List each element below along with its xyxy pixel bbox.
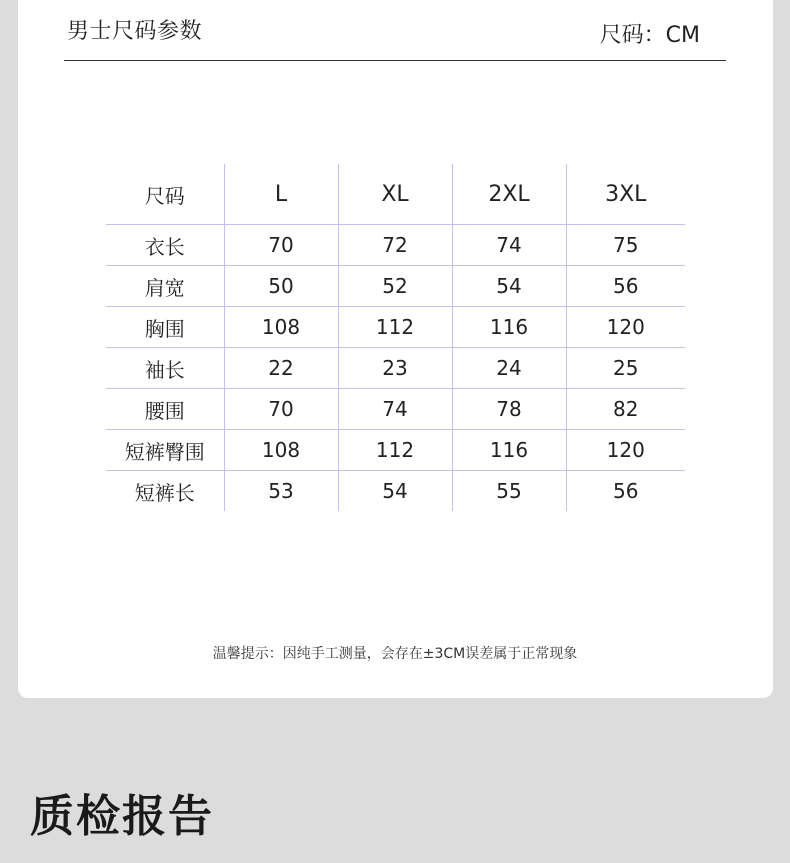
table-cell: 112: [338, 430, 452, 471]
row-label: 肩宽: [106, 266, 224, 307]
row-label: 衣长: [106, 225, 224, 266]
table-cell: 54: [452, 266, 566, 307]
table-row: [106, 348, 685, 389]
table-cell: 112: [338, 307, 452, 348]
column-header: 3XL: [566, 164, 685, 225]
page-title: 男士尺码参数: [67, 19, 203, 44]
row-label: 短裤长: [106, 471, 224, 512]
table-cell: 53: [224, 471, 338, 512]
table-cell: 75: [566, 225, 685, 266]
table-cell: 23: [338, 348, 452, 389]
table-row: [106, 430, 685, 471]
table-cell: 120: [566, 430, 685, 471]
table-cell: 108: [224, 430, 338, 471]
table-cell: 74: [452, 225, 566, 266]
table-cell: 70: [224, 225, 338, 266]
table-cell: 74: [338, 389, 452, 430]
table-cell: 56: [566, 471, 685, 512]
row-label: 袖长: [106, 348, 224, 389]
table-cell: 50: [224, 266, 338, 307]
row-label: 腰围: [106, 389, 224, 430]
column-header: XL: [338, 164, 452, 225]
table-cell: 78: [452, 389, 566, 430]
table-corner-label: 尺码: [144, 183, 185, 208]
column-header: 2XL: [452, 164, 566, 225]
unit-label: 尺码：CM: [599, 23, 700, 48]
table-cell: 82: [566, 389, 685, 430]
table-header-row: [106, 164, 685, 225]
table-cell: 22: [224, 348, 338, 389]
table-cell: 25: [566, 348, 685, 389]
table-row: [106, 225, 685, 266]
table-cell: 108: [224, 307, 338, 348]
table-cell: 52: [338, 266, 452, 307]
table-cell: 24: [452, 348, 566, 389]
column-header: L: [224, 164, 338, 225]
section-title: 质检报告: [30, 791, 214, 842]
table-cell: 116: [452, 430, 566, 471]
measurement-note: 温馨提示：因纯手工测量，会存在±3CM误差属于正常现象: [212, 646, 578, 662]
table-row: [106, 471, 685, 512]
table-row: [106, 307, 685, 348]
header-divider: [64, 60, 726, 61]
size-table: [106, 164, 685, 511]
table-cell: 116: [452, 307, 566, 348]
table-cell: 54: [338, 471, 452, 512]
table-cell: 72: [338, 225, 452, 266]
table-row: [106, 266, 685, 307]
row-label: 短裤臀围: [106, 430, 224, 471]
row-label: 胸围: [106, 307, 224, 348]
table-row: [106, 389, 685, 430]
table-cell: 55: [452, 471, 566, 512]
table-cell: 120: [566, 307, 685, 348]
table-cell: 70: [224, 389, 338, 430]
table-cell: 56: [566, 266, 685, 307]
